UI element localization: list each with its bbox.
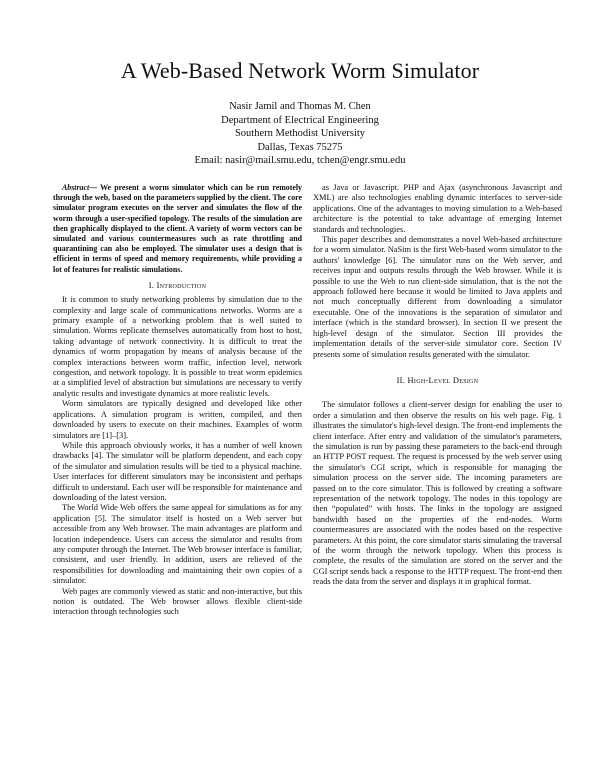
intro-paragraph: Web pages are commonly viewed as static and non-interactive, but this notion is outdated. The Web browser allows flexible client-side interaction through technologies such: [53, 586, 302, 617]
intro-paragraph: as Java or Javascript. PHP and Ajax (asynchronous Javascript and XML) are also technologies enabling dynamic interfaces to server-side applications. One of the advantages to moving simulation to a Web-based architecture is the potential to take advantage of emerging Internet standards and technologies.: [313, 183, 562, 234]
section-gap: [313, 390, 562, 400]
department: Department of Electrical Engineering: [221, 114, 379, 126]
location: Dallas, Texas 75275: [257, 141, 343, 153]
author-names: Nasir Jamil and Thomas M. Chen: [229, 101, 371, 112]
intro-paragraph: This paper describes and demonstrates a novel Web-based architecture for a worm simulator. NaSim is the first Web-based worm simulator to the authors' knowledge [6]. The simulator runs on the Web server, and receives input and outputs results through the Web browser. While it is possible to use the Web to run client-side simulation, that is the not the approach followed here because it would be limited to Java applets and not much conceptually different from downloading a simulator executable. One of the innovations is the separation of simulator and interface (which is the standard browser). In section II we present the high-level design of the simulator. Section III provides the implementation details of the server-side simulator core. Section IV presents some of simulation results generated with the simulator.: [313, 235, 562, 359]
abstract: [53, 183, 302, 275]
section-gap: [313, 360, 562, 370]
email: Email: nasir@mail.smu.edu, tchen@engr.smu.edu: [194, 155, 406, 166]
design-paragraph: The simulator follows a client-server design for enabling the user to order a simulation and then observe the results on his web page. Fig. 1 illustrates the simulator's high-level design. The front-end implements the client interface. After entry and validation of the simulator's parameters, the simulation is run by passing these parameters to the back-end through an HTTP POST request. The request is processed by the web server using the simulator's CGI script, which is responsible for managing the simulation process on the server side. The incoming parameters are passed on to the core simulator. This is followed by creating a software representation of the network topology. The nodes in this topology are then “populated” with hosts. The links in the topology are assigned bandwidth based on the properties of the end-nodes. Worm countermeasures are associated with the nodes based on the respective parameters. At this point, the core simulator starts simulating the traversal of the worm through the network topology. When this process is complete, the results of the simulation are stored on the server and the CGI script sends back a response to the HTTP request. The front-end then reads the data from the server and displays it in graphical format.: [313, 400, 562, 587]
intro-paragraph: Worm simulators are typically designed and developed like other applications. A simulation program is written, compiled, and then downloaded by users to execute on their machines. Examples of worm simulators are [1]–[3].: [53, 399, 302, 440]
intro-paragraph: It is common to study networking problems by simulation due to the complexity and large scale of communications networks. Worms are a primary example of a networking problem that is well suited to simulation. Worms replicate themselves automatically from host to host, taking advantage of network connectivity. It is difficult to treat the dynamics of worm propagation by means of analysis because of the complex interactions between worm traffic, infection level, network congestion, and network topology. It is possible to treat worm epidemics at a simplified level of abstraction but simulations are necessary to verify analytic results and investigate dynamics at more realistic levels.: [53, 295, 302, 398]
intro-paragraph: While this approach obviously works, it has a number of well known drawbacks [4]. The simulator will be platform dependent, and each copy of the simulator and simulation results will be tied to a physical machine. User interfaces for different simulators may be inconsistent and perhaps difficult to understand. Each user will be responsible for maintenance and downloading of the latest version.: [53, 440, 302, 502]
paper-title: A Web-Based Network Worm Simulator: [120, 58, 480, 83]
left-column: [53, 183, 302, 618]
intro-paragraph: The World Wide Web offers the same appeal for simulations as for any application [5]. The simulator itself is hosted on a Web server but accessible from any Web browser. The main advantages are platform and location independence. Users can access the simulator and results from any computer through the Internet. The Web browser interface is familiar, consistent, and user friendly. In addition, users are relieved of the responsibilities for downloading and maintaining their own copies of a simulator.: [53, 503, 302, 586]
right-column: [313, 183, 562, 588]
section-heading-high-level-design: II. High-Level Design: [396, 375, 479, 385]
section-heading-introduction: I. Introduction: [148, 280, 207, 290]
author-block: [0, 100, 600, 168]
university: Southern Methodist University: [234, 128, 366, 139]
abstract-text: — We present a worm simulator which can be run remotely through the web, based on the parameters supplied by the client. The core simulator program executes on the server and simulates the flow of the worm through a user-specified topology. The results of the simulation are then graphically displayed to the client. A variety of worm vectors can be simulated and various countermeasures such as rate throttling and quarantining can also be employed. The simulator uses a design that is efficient in terms of speed and memory requirements, while providing a lot of features for realistic simulations.: [53, 183, 302, 274]
abstract-label: Abstract: [62, 183, 90, 192]
